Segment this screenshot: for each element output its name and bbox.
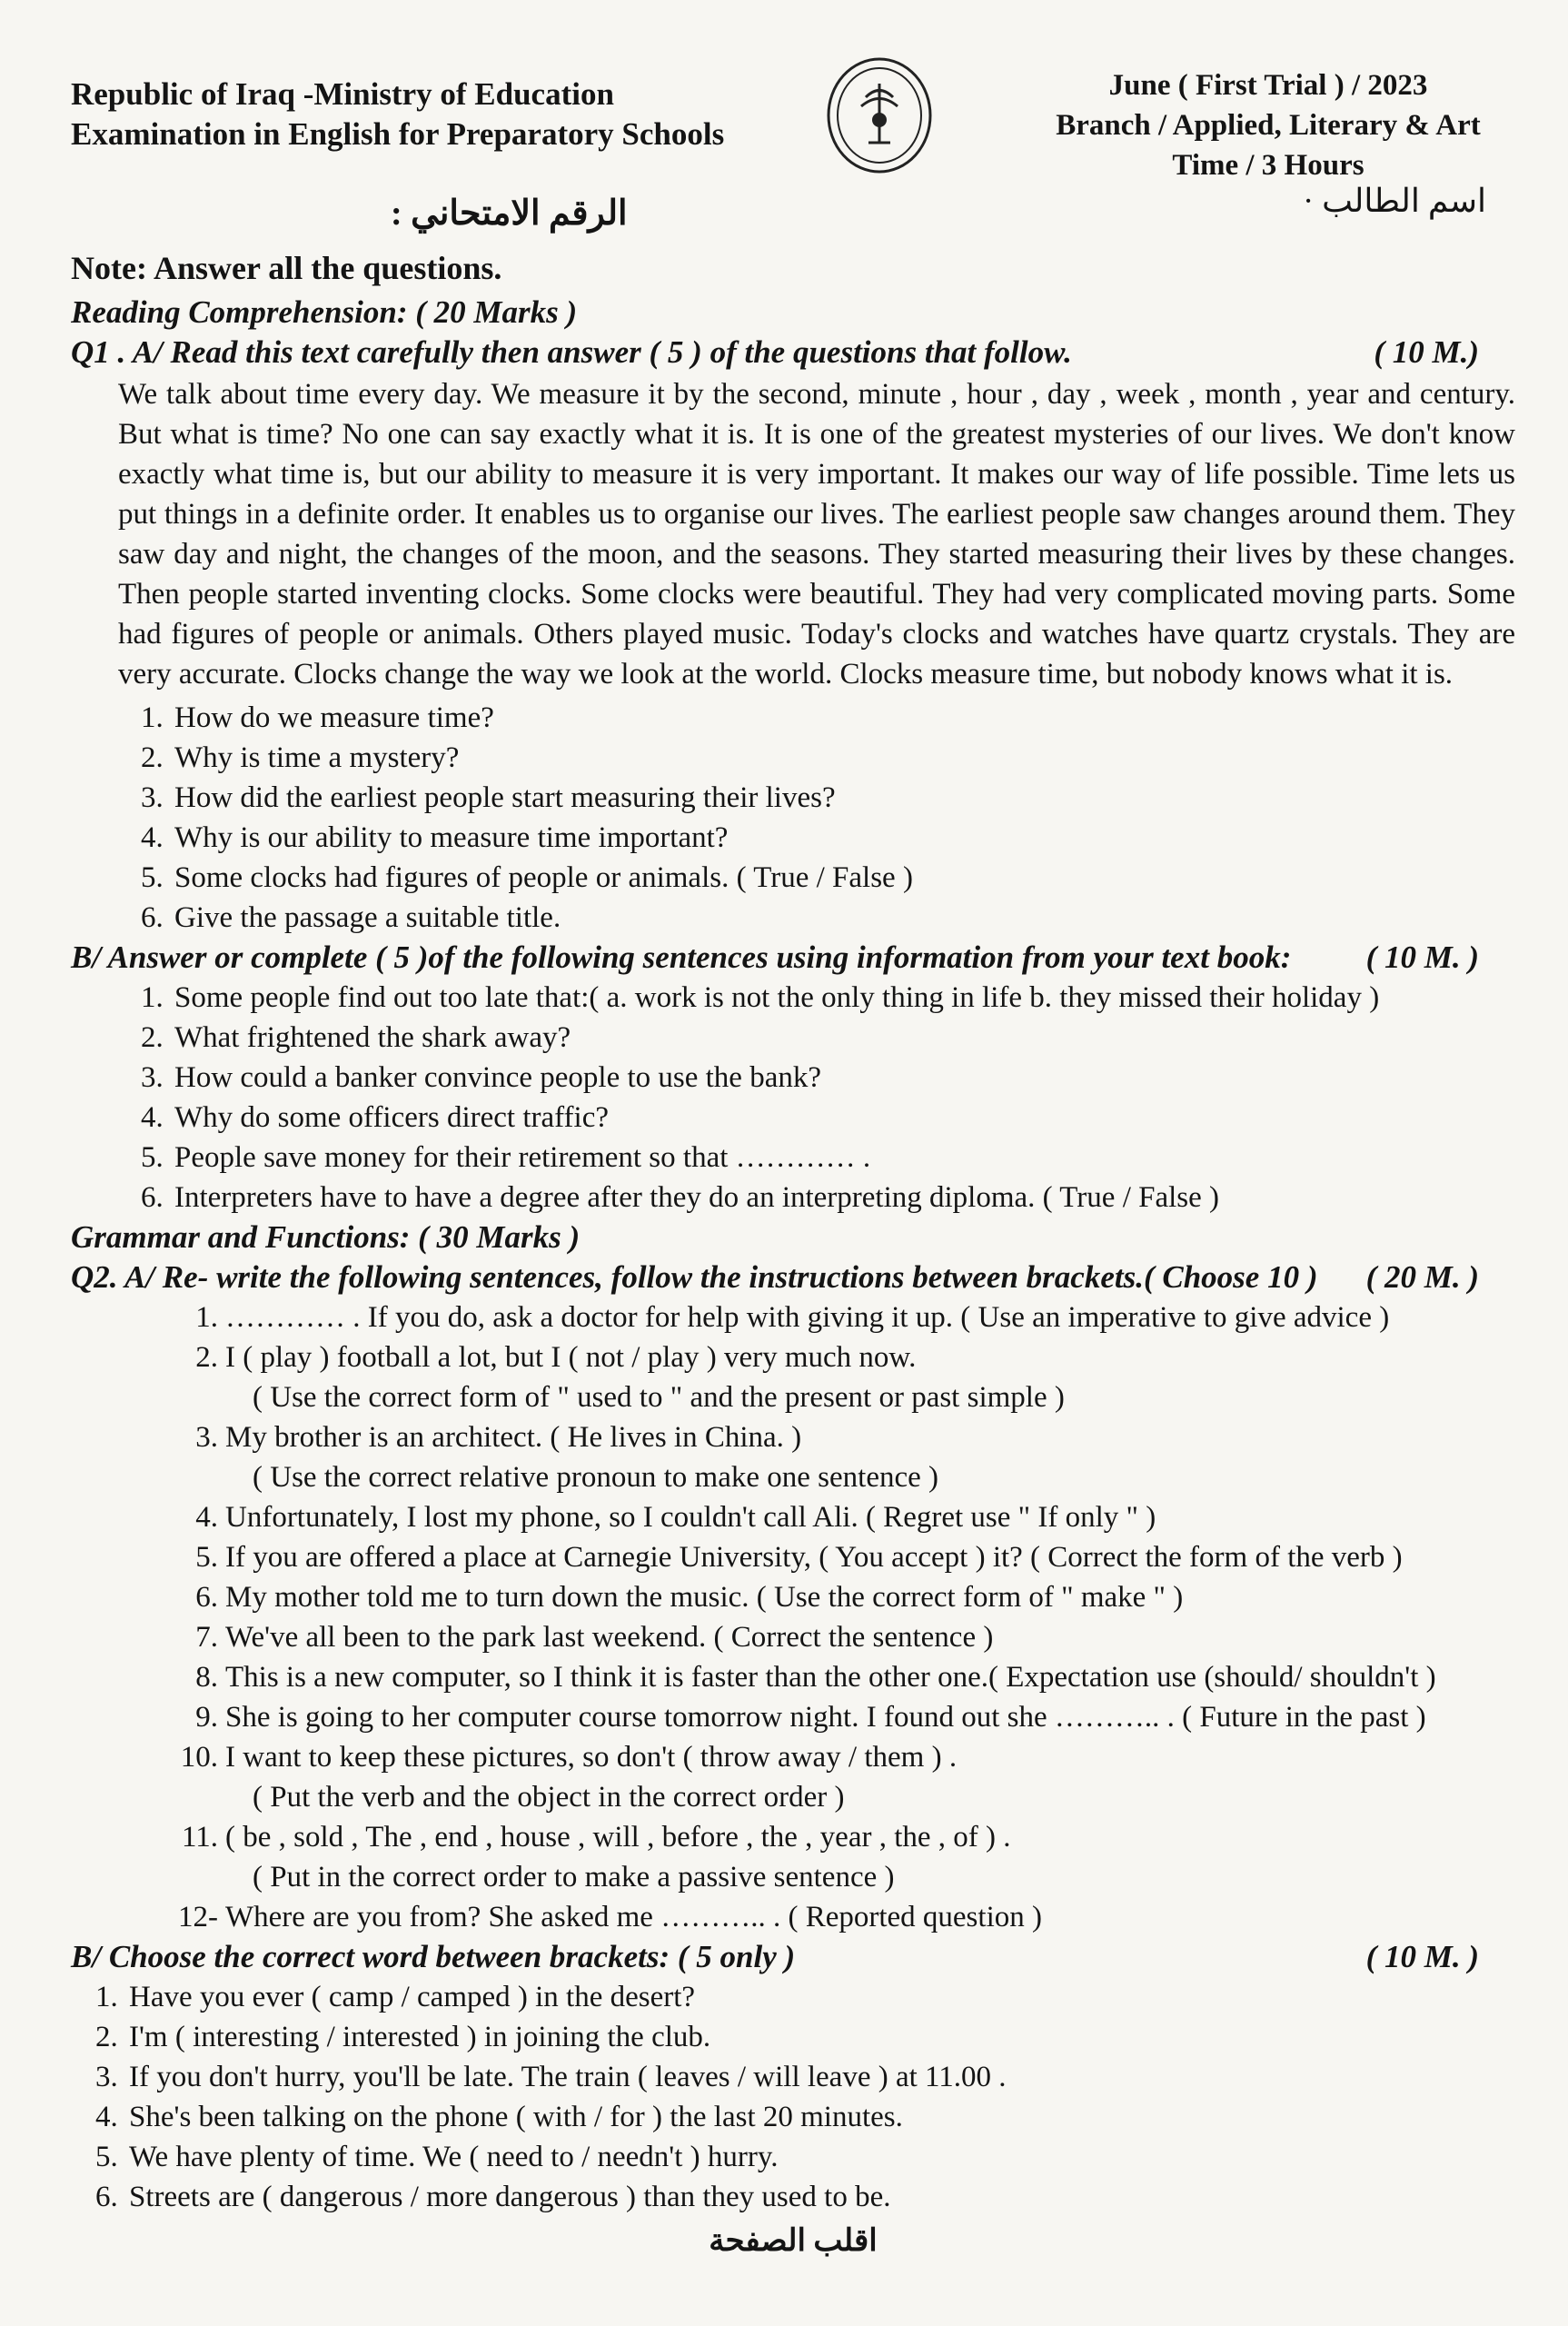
item-text: My brother is an architect. ( He lives in China. ) xyxy=(225,1421,802,1454)
turn-page-label: اقلب الصفحة xyxy=(709,2224,878,2258)
item-text: ( be , sold , The , end , house , will , before , the , year , the , of ) . xyxy=(225,1821,1011,1854)
grammar-item xyxy=(171,1697,1515,1737)
item-text: ………… . If you do, ask a doctor for help with giving it up. ( Use an imperative to give advice ) xyxy=(225,1301,1390,1334)
item-number: 8. xyxy=(195,1661,218,1694)
item-number: 7. xyxy=(195,1621,218,1654)
item-text: Where are you from? She asked me ……….. . ( Reported question ) xyxy=(225,1901,1042,1933)
q2b-heading-text: B/ Choose the correct word between brackets: ( 5 only ) xyxy=(71,1939,796,1974)
item-number: 12- xyxy=(178,1901,218,1933)
list-item: 6. Give the passage a suitable title. xyxy=(171,898,1515,938)
q1a-questions xyxy=(71,698,1515,938)
exam-branch: Branch / Applied, Literary & Art xyxy=(1056,109,1481,142)
list-item: 3. How did the earliest people start measuring their lives? xyxy=(171,778,1515,818)
list-item: 3. How could a banker convince people to use the bank? xyxy=(171,1058,1515,1098)
grammar-item xyxy=(171,1297,1515,1337)
header-left xyxy=(71,75,724,154)
list-item: 5. People save money for their retirement so that ………… . xyxy=(171,1138,1515,1178)
q1a-heading-text: Q1 . A/ Read this text carefully then answer ( 5 ) of the questions that follow. xyxy=(71,334,1072,370)
item-number: 6. xyxy=(195,1581,218,1614)
exam-time: Time / 3 Hours xyxy=(1172,149,1365,182)
list-item: 1. Have you ever ( camp / camped ) in the desert? xyxy=(125,1977,1515,2017)
item-text: This is a new computer, so I think it is faster than the other one.( Expectation use (should/ shouldn't ) xyxy=(225,1661,1436,1694)
list-item: 2. What frightened the shark away? xyxy=(171,1018,1515,1058)
q2a-heading xyxy=(71,1257,1515,1297)
list-item: 1. Some people find out too late that:( a. work is not the only thing in life b. they missed their holiday ) xyxy=(171,978,1515,1018)
item-number: 3. xyxy=(195,1421,218,1454)
q1a-heading xyxy=(71,333,1515,373)
reading-section-title: Reading Comprehension: ( 20 Marks ) xyxy=(71,294,578,330)
item-number: 10. xyxy=(180,1741,218,1774)
item-text: I want to keep these pictures, so don't ( throw away / them ) . xyxy=(225,1741,958,1774)
exam-date: June ( First Trial ) / 2023 xyxy=(1108,69,1428,102)
item-text: Unfortunately, I lost my phone, so I couldn't call Ali. ( Regret use " If only " ) xyxy=(225,1501,1156,1534)
q2a-marks: ( 20 M. ) xyxy=(1365,1259,1479,1295)
grammar-section-title: Grammar and Functions: ( 30 Marks ) xyxy=(71,1219,581,1255)
grammar-item xyxy=(171,1337,1515,1377)
item-text: We've all been to the park last weekend. ( Correct the sentence ) xyxy=(225,1621,994,1654)
list-item: 2. Why is time a mystery? xyxy=(171,738,1515,778)
grammar-item xyxy=(171,1657,1515,1697)
grammar-item xyxy=(171,1617,1515,1657)
list-item: 6. Interpreters have to have a degree after they do an interpreting diploma. ( True / False ) xyxy=(171,1178,1515,1218)
grammar-item xyxy=(171,1497,1515,1537)
q2b-heading xyxy=(71,1937,1515,1977)
item-number: 9. xyxy=(195,1701,218,1734)
item-text: My mother told me to turn down the music. ( Use the correct form of " make " ) xyxy=(225,1581,1184,1614)
q2b-questions xyxy=(71,1977,1515,2217)
ministry-seal-icon xyxy=(825,56,934,174)
grammar-item xyxy=(171,1897,1515,1937)
item-text: I ( play ) football a lot, but I ( not / play ) very much now. xyxy=(225,1341,917,1374)
exam-number-label: الرقم الامتحاني : xyxy=(391,194,628,233)
item-instruction: ( Put in the correct order to make a passive sentence ) xyxy=(253,1861,895,1894)
item-text: She is going to her computer course tomorrow night. I found out she ……….. . ( Future in the past ) xyxy=(225,1701,1426,1734)
exam-content xyxy=(71,247,1515,2259)
item-number: 4. xyxy=(195,1501,218,1534)
grammar-item xyxy=(171,1417,1515,1457)
q2b-marks: ( 10 M. ) xyxy=(1365,1939,1479,1974)
exam-title-line: Examination in English for Preparatory Schools xyxy=(71,116,725,152)
item-instruction: ( Use the correct form of " used to " and the present or past simple ) xyxy=(253,1381,1065,1414)
reading-passage: We talk about time every day. We measure it by the second, minute , hour , day , week , month , year and century. But what is time? No one can say exactly what it is. It is one of the greatest mysteries of our lives. We don't know exactly what time is, but our ability to measure it is very important. It makes our way of life possible. Time lets us put things in a definite order. It enables us to organise our lives. The earliest people saw changes around them. They saw day and night, the changes of the moon, and the seasons. They started measuring their lives by these changes. Then people started inventing clocks. Some clocks were beautiful. They had very complicated moving parts. Some had figures of people or animals. Others played music. Today's clocks and watches have quartz crystals. They are very accurate. Clocks change the way we look at the world. Clocks measure time, but nobody knows what it is. xyxy=(118,378,1515,691)
note: Note: Answer all the questions. xyxy=(71,250,502,286)
item-number: 5. xyxy=(195,1541,218,1574)
list-item: 4. Why is our ability to measure time important? xyxy=(171,818,1515,858)
item-text: If you are offered a place at Carnegie University, ( You accept ) it? ( Correct the form of the verb ) xyxy=(225,1541,1403,1574)
q2a-items xyxy=(71,1297,1515,1937)
q1b-questions xyxy=(71,978,1515,1218)
grammar-item xyxy=(171,1737,1515,1777)
q1b-marks: ( 10 M. ) xyxy=(1365,939,1479,975)
list-item: 1. How do we measure time? xyxy=(171,698,1515,738)
q2a-heading-text: Q2. A/ Re- write the following sentences, follow the instructions between brackets.( Choose 10 ) xyxy=(71,1259,1318,1295)
student-name-label: اسم الطالب · xyxy=(1303,183,1486,219)
item-instruction: ( Use the correct relative pronoun to make one sentence ) xyxy=(253,1461,939,1494)
grammar-item xyxy=(171,1577,1515,1617)
item-number: 2. xyxy=(195,1341,218,1374)
list-item: 5. Some clocks had figures of people or animals. ( True / False ) xyxy=(171,858,1515,898)
item-number: 11. xyxy=(181,1821,218,1854)
list-item: 4. She's been talking on the phone ( with / for ) the last 20 minutes. xyxy=(125,2097,1515,2137)
q1b-heading xyxy=(71,938,1515,978)
header-right xyxy=(1032,65,1504,185)
q1b-heading-text: B/ Answer or complete ( 5 )of the following sentences using information from your text book: xyxy=(71,939,1292,975)
list-item: 6. Streets are ( dangerous / more dangerous ) than they used to be. xyxy=(125,2177,1515,2217)
list-item: 5. We have plenty of time. We ( need to / needn't ) hurry. xyxy=(125,2137,1515,2177)
grammar-item xyxy=(171,1817,1515,1857)
list-item: 3. If you don't hurry, you'll be late. The train ( leaves / will leave ) at 11.00 . xyxy=(125,2057,1515,2097)
ministry-line: Republic of Iraq -Ministry of Education xyxy=(71,76,614,112)
list-item: 4. Why do some officers direct traffic? xyxy=(171,1098,1515,1138)
grammar-item xyxy=(171,1537,1515,1577)
item-instruction: ( Put the verb and the object in the correct order ) xyxy=(253,1781,845,1814)
q1a-marks: ( 10 M.) xyxy=(1374,334,1479,370)
item-number: 1. xyxy=(195,1301,218,1334)
list-item: 2. I'm ( interesting / interested ) in joining the club. xyxy=(125,2017,1515,2057)
